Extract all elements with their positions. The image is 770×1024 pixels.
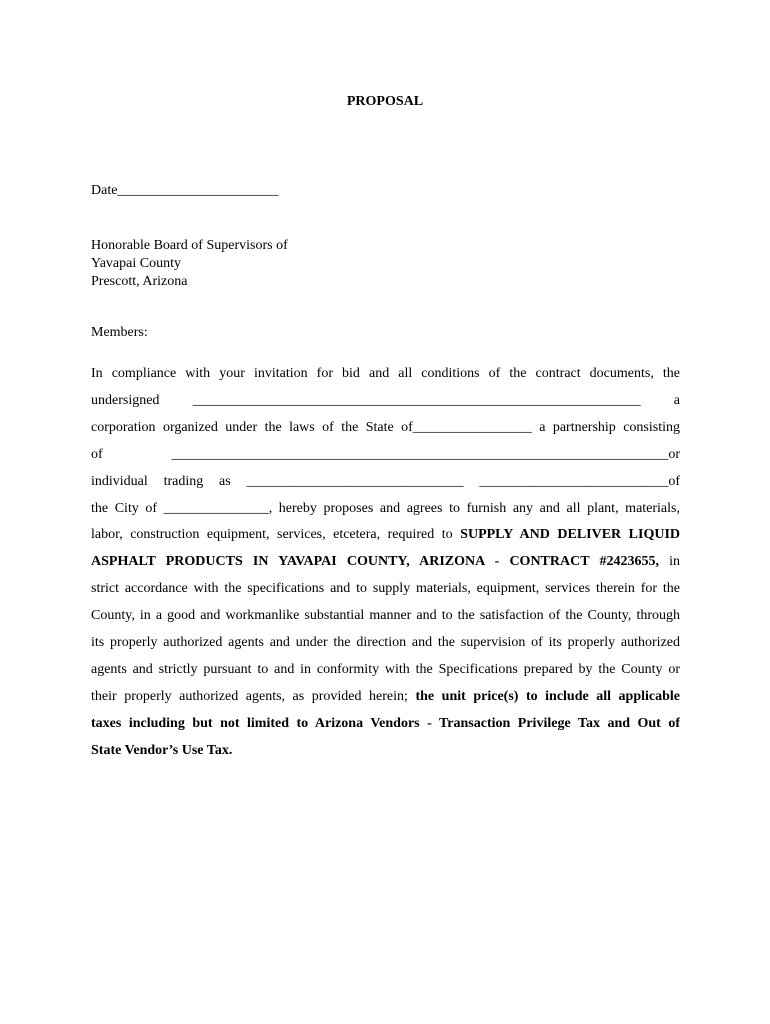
body-text-span: labor, construction equipment, services, etcetera, required to: [91, 527, 453, 543]
body-line: [91, 684, 680, 711]
body-line: agents and strictly pursuant to and in conformity with the Specifications prepared by the County or: [91, 661, 680, 677]
body-line: County, in a good and workmanlike substantial manner and to the satisfaction of the County, through: [91, 608, 680, 624]
contract-name-bold: SUPPLY AND DELIVER LIQUID: [460, 527, 680, 543]
body-line: strict accordance with the specifications and to supply materials, equipment, services therein for the: [91, 581, 680, 597]
body-line: [91, 522, 680, 549]
addressee-block: [91, 237, 288, 291]
body-line: corporation organized under the laws of the State of_________________ a partnership consisting: [91, 419, 680, 435]
body-text-span: in: [669, 554, 680, 570]
body-line: taxes including but not limited to Arizona Vendors - Transaction Privilege Tax and Out of: [91, 715, 680, 731]
body-line: the City of _______________, hereby proposes and agrees to furnish any and all plant, materials,: [91, 500, 680, 516]
body-text-span: their properly authorized agents, as provided herein;: [91, 688, 408, 704]
date-field: Date_______________________: [91, 183, 279, 198]
body-line: individual trading as _______________________________ ___________________________of: [91, 473, 680, 489]
addressee-line: Yavapai County: [91, 256, 181, 271]
contract-name-bold: ASPHALT PRODUCTS IN YAVAPAI COUNTY, ARIZONA - CONTRACT #2423655,: [91, 554, 659, 570]
document-title: PROPOSAL: [346, 94, 424, 109]
body-line: [91, 549, 680, 576]
tax-clause-bold: the unit price(s) to include all applicable: [415, 688, 680, 704]
addressee-line: Honorable Board of Supervisors of: [91, 238, 288, 253]
body-line: State Vendor’s Use Tax.: [91, 742, 233, 758]
salutation: Members:: [91, 325, 148, 340]
body-line: In compliance with your invitation for bid and all conditions of the contract documents, the: [91, 366, 680, 381]
body-line: of _______________________________________________________________________or: [91, 446, 680, 462]
body-line: undersigned ________________________________________________________________ a: [91, 392, 680, 408]
body-line: its properly authorized agents and under the direction and the supervision of its properly authorized: [91, 635, 680, 651]
proposal-body: [91, 361, 680, 765]
addressee-line: Prescott, Arizona: [91, 274, 188, 289]
